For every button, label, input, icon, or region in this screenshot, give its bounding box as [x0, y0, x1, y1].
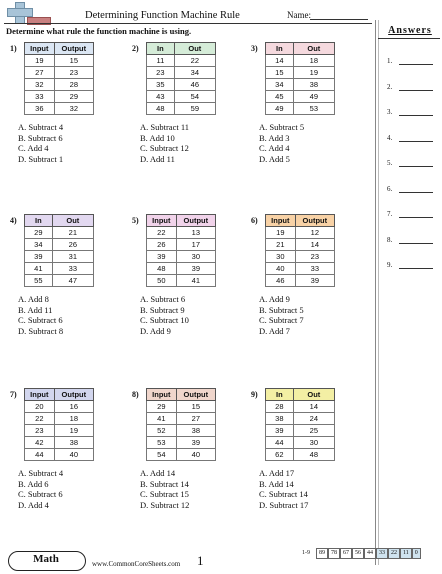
answer-number: 7.: [387, 210, 393, 218]
table-row: [147, 239, 216, 251]
choice-option: B. Subtract 9: [140, 304, 185, 315]
answer-number: 8.: [387, 235, 393, 244]
choice-list: [140, 468, 189, 510]
choice-option: D. Add 11: [140, 153, 175, 164]
choice-list: [140, 122, 189, 164]
input-cell: 49: [266, 103, 294, 115]
input-cell: 22: [147, 227, 177, 239]
input-cell: 21: [266, 239, 296, 251]
choice-option: A. Subtract 11: [140, 122, 190, 132]
choice-option: C. Add 4: [18, 143, 49, 153]
choice-option: C. Subtract 12: [140, 143, 189, 153]
table-row: [266, 239, 335, 251]
table-header: Input: [25, 43, 55, 55]
function-table: [24, 388, 94, 461]
table-header: Out: [52, 215, 93, 227]
output-cell: 23: [295, 251, 334, 263]
score-boxes: [316, 548, 421, 559]
output-cell: 17: [176, 239, 215, 251]
site-url: www.CommonCoreSheets.com: [92, 560, 181, 568]
output-cell: 25: [293, 425, 334, 437]
choice-option: A. Subtract 4: [18, 122, 64, 132]
input-cell: 54: [147, 449, 177, 461]
output-cell: 21: [52, 227, 93, 239]
problem-number: 4): [10, 216, 17, 225]
choice-option: B. Add 11: [18, 304, 53, 315]
page-number: 1: [197, 553, 204, 568]
score-box: 67: [340, 548, 352, 559]
answer-blank[interactable]: [399, 217, 433, 218]
choice-option: C. Subtract 10: [140, 315, 189, 325]
table-row: [25, 449, 94, 461]
table-row: [147, 227, 216, 239]
table-row: [266, 425, 335, 437]
output-cell: 13: [176, 227, 215, 239]
answer-blank[interactable]: [399, 166, 433, 167]
choice-option: D. Subtract 17: [259, 499, 309, 510]
table-row: [266, 67, 335, 79]
table-row: [266, 437, 335, 449]
choice-option: D. Add 5: [259, 153, 290, 164]
output-cell: 39: [176, 437, 215, 449]
problem-number: 8): [132, 390, 139, 399]
answer-blank[interactable]: [399, 243, 433, 244]
choice-option: A. Subtract 6: [140, 294, 186, 304]
choice-option: A. Add 17: [259, 468, 295, 478]
table-header: Out: [174, 43, 215, 55]
input-cell: 41: [147, 413, 177, 425]
choice-option: D. Add 4: [18, 499, 49, 510]
problem-number: 9): [251, 390, 258, 399]
output-cell: 59: [174, 103, 215, 115]
table-row: [266, 103, 335, 115]
input-cell: 43: [147, 91, 175, 103]
output-cell: 31: [52, 251, 93, 263]
choice-option: C. Add 4: [259, 143, 290, 153]
table-header: Input: [147, 215, 177, 227]
function-table: [24, 214, 94, 287]
output-cell: 38: [54, 437, 93, 449]
input-cell: 44: [266, 437, 294, 449]
logo: [5, 2, 43, 24]
input-cell: 23: [147, 67, 175, 79]
table-row: [25, 91, 94, 103]
output-cell: 30: [293, 437, 334, 449]
input-cell: 11: [147, 55, 175, 67]
input-cell: 52: [147, 425, 177, 437]
answers-divider: [378, 38, 440, 39]
input-cell: 27: [25, 67, 55, 79]
score-box: 89: [316, 548, 328, 559]
answer-line[interactable]: [387, 210, 437, 218]
table-row: [25, 275, 94, 287]
output-cell: 27: [176, 413, 215, 425]
input-cell: 34: [25, 239, 53, 251]
output-cell: 49: [293, 91, 334, 103]
table-header: In: [25, 215, 53, 227]
function-table: [265, 388, 335, 461]
input-cell: 34: [266, 79, 294, 91]
table-header: Output: [176, 215, 215, 227]
answer-blank[interactable]: [399, 64, 433, 65]
table-row: [266, 401, 335, 413]
table-row: [266, 275, 335, 287]
output-cell: 33: [295, 263, 334, 275]
choice-option: C. Subtract 7: [259, 315, 304, 325]
input-cell: 29: [147, 401, 177, 413]
choice-option: B. Subtract 14: [140, 478, 189, 489]
answers-heading: Answers: [388, 25, 432, 36]
choice-option: D. Add 7: [259, 325, 290, 336]
table-header: Output: [54, 389, 93, 401]
output-cell: 32: [54, 103, 93, 115]
input-cell: 22: [25, 413, 55, 425]
input-cell: 39: [266, 425, 294, 437]
input-cell: 15: [266, 67, 294, 79]
answer-blank[interactable]: [399, 141, 433, 142]
function-table: [265, 42, 335, 115]
table-row: [25, 251, 94, 263]
answer-blank[interactable]: [399, 115, 433, 116]
choice-option: A. Add 14: [140, 468, 176, 478]
output-cell: 29: [54, 91, 93, 103]
choice-option: C. Subtract 6: [18, 489, 63, 499]
output-cell: 26: [52, 239, 93, 251]
table-header: In: [266, 389, 294, 401]
score-box: 56: [352, 548, 364, 559]
name-label: Name:: [287, 10, 311, 20]
choice-list: [259, 122, 304, 164]
problem-number: 3): [251, 44, 258, 53]
table-header: Input: [266, 215, 296, 227]
choice-option: B. Add 3: [259, 132, 290, 143]
input-cell: 35: [147, 79, 175, 91]
answer-number: 6.: [387, 184, 393, 193]
choice-option: C. Subtract 15: [140, 489, 189, 499]
choice-list: [259, 294, 304, 336]
table-header: Output: [295, 215, 334, 227]
table-row: [25, 263, 94, 275]
table-row: [266, 55, 335, 67]
table-row: [25, 103, 94, 115]
output-cell: 15: [176, 401, 215, 413]
choice-option: B. Add 10: [140, 132, 175, 143]
answer-line[interactable]: [387, 185, 437, 193]
problem-number: 1): [10, 44, 17, 53]
input-cell: 26: [147, 239, 177, 251]
table-row: [25, 67, 94, 79]
choice-list: [18, 122, 63, 164]
answer-line[interactable]: [387, 236, 437, 244]
choice-option: D. Add 9: [140, 325, 171, 336]
output-cell: 39: [295, 275, 334, 287]
choice-option: B. Add 14: [259, 478, 294, 489]
input-cell: 33: [25, 91, 55, 103]
table-row: [266, 449, 335, 461]
output-cell: 28: [54, 79, 93, 91]
input-cell: 29: [25, 227, 53, 239]
table-row: [25, 401, 94, 413]
choice-list: [140, 294, 189, 336]
function-table: [146, 42, 216, 115]
table-header: Out: [293, 389, 334, 401]
output-cell: 22: [174, 55, 215, 67]
header-divider: [4, 23, 372, 24]
output-cell: 19: [293, 67, 334, 79]
choice-option: B. Add 6: [18, 478, 49, 489]
output-cell: 19: [54, 425, 93, 437]
table-row: [266, 227, 335, 239]
answer-line[interactable]: [387, 159, 437, 167]
choice-list: [18, 294, 63, 336]
answer-column-inner-border: [378, 20, 379, 565]
answer-number: 1.: [387, 57, 393, 65]
input-cell: 41: [25, 263, 53, 275]
table-row: [25, 55, 94, 67]
instructions: Determine what rule the function machine is using.: [6, 26, 192, 36]
input-cell: 23: [25, 425, 55, 437]
answer-blank[interactable]: [399, 268, 433, 269]
problem-number: 2): [132, 44, 139, 53]
output-cell: 53: [293, 103, 334, 115]
output-cell: 54: [174, 91, 215, 103]
input-cell: 42: [25, 437, 55, 449]
table-row: [25, 227, 94, 239]
output-cell: 15: [54, 55, 93, 67]
score-box: 11: [400, 548, 412, 559]
output-cell: 40: [176, 449, 215, 461]
problem-number: 6): [251, 216, 258, 225]
answer-blank[interactable]: [399, 90, 433, 91]
table-row: [147, 79, 216, 91]
output-cell: 24: [293, 413, 334, 425]
table-row: [147, 275, 216, 287]
output-cell: 12: [295, 227, 334, 239]
output-cell: 39: [176, 263, 215, 275]
score-box: 44: [364, 548, 376, 559]
table-row: [25, 239, 94, 251]
output-cell: 48: [293, 449, 334, 461]
answer-number: 9.: [387, 261, 393, 269]
output-cell: 46: [174, 79, 215, 91]
answer-line[interactable]: [387, 57, 437, 65]
table-row: [266, 413, 335, 425]
table-row: [147, 413, 216, 425]
output-cell: 34: [174, 67, 215, 79]
choice-option: D. Subtract 1: [18, 153, 64, 164]
input-cell: 39: [25, 251, 53, 263]
table-row: [266, 251, 335, 263]
table-row: [266, 79, 335, 91]
input-cell: 14: [266, 55, 294, 67]
table-row: [147, 251, 216, 263]
choice-option: B. Subtract 5: [259, 304, 304, 315]
table-row: [25, 425, 94, 437]
choice-option: A. Subtract 4: [18, 468, 64, 478]
table-row: [147, 401, 216, 413]
output-cell: 23: [54, 67, 93, 79]
choice-option: A. Add 9: [259, 294, 290, 304]
function-table: [146, 388, 216, 461]
table-row: [266, 263, 335, 275]
output-cell: 40: [54, 449, 93, 461]
output-cell: 14: [293, 401, 334, 413]
input-cell: 36: [25, 103, 55, 115]
input-cell: 45: [266, 91, 294, 103]
score-box: 78: [328, 548, 340, 559]
choice-list: [18, 468, 63, 510]
output-cell: 38: [176, 425, 215, 437]
table-row: [147, 425, 216, 437]
output-cell: 18: [54, 413, 93, 425]
answer-number: 3.: [387, 108, 393, 116]
answer-column-border: [375, 20, 376, 565]
page-title: Determining Function Machine Rule: [85, 10, 240, 21]
table-row: [147, 103, 216, 115]
output-cell: 41: [176, 275, 215, 287]
choice-list: [259, 468, 308, 510]
input-cell: 28: [266, 401, 294, 413]
input-cell: 39: [147, 251, 177, 263]
answer-number: 4.: [387, 133, 393, 142]
input-cell: 44: [25, 449, 55, 461]
table-header: Output: [54, 43, 93, 55]
output-cell: 33: [52, 263, 93, 275]
problem-number: 5): [132, 216, 139, 225]
choice-option: B. Subtract 6: [18, 132, 63, 143]
score-box: 22: [388, 548, 400, 559]
output-cell: 16: [54, 401, 93, 413]
input-cell: 19: [25, 55, 55, 67]
table-row: [147, 67, 216, 79]
table-row: [25, 79, 94, 91]
answer-line[interactable]: [387, 108, 437, 116]
output-cell: 38: [293, 79, 334, 91]
input-cell: 50: [147, 275, 177, 287]
score-box: 0: [412, 548, 421, 559]
answer-line[interactable]: [387, 83, 437, 91]
input-cell: 48: [147, 263, 177, 275]
choice-option: A. Subtract 5: [259, 122, 305, 132]
table-row: [266, 91, 335, 103]
input-cell: 38: [266, 413, 294, 425]
table-header: Input: [25, 389, 55, 401]
table-row: [147, 437, 216, 449]
table-row: [147, 55, 216, 67]
input-cell: 62: [266, 449, 294, 461]
function-table: [24, 42, 94, 115]
input-cell: 19: [266, 227, 296, 239]
input-cell: 53: [147, 437, 177, 449]
function-table: [146, 214, 216, 287]
math-label: Math: [33, 553, 59, 565]
input-cell: 46: [266, 275, 296, 287]
input-cell: 40: [266, 263, 296, 275]
choice-option: C. Subtract 6: [18, 315, 63, 325]
table-header: Input: [147, 389, 177, 401]
table-row: [147, 91, 216, 103]
table-header: In: [266, 43, 294, 55]
table-header: Output: [176, 389, 215, 401]
output-cell: 18: [293, 55, 334, 67]
output-cell: 14: [295, 239, 334, 251]
table-row: [147, 263, 216, 275]
input-cell: 48: [147, 103, 175, 115]
choice-option: C. Subtract 14: [259, 489, 308, 499]
choice-option: D. Subtract 12: [140, 499, 190, 510]
score-box: 33: [376, 548, 388, 559]
name-field[interactable]: [310, 19, 368, 20]
table-header: Out: [293, 43, 334, 55]
function-table: [265, 214, 335, 287]
table-row: [147, 449, 216, 461]
table-header: In: [147, 43, 175, 55]
input-cell: 20: [25, 401, 55, 413]
table-row: [25, 437, 94, 449]
score-range: 1-9: [302, 550, 310, 556]
table-row: [25, 413, 94, 425]
input-cell: 30: [266, 251, 296, 263]
input-cell: 55: [25, 275, 53, 287]
choice-option: A. Add 8: [18, 294, 49, 304]
answer-blank[interactable]: [399, 192, 433, 193]
input-cell: 32: [25, 79, 55, 91]
answer-line[interactable]: [387, 261, 437, 269]
choice-option: D. Subtract 8: [18, 325, 64, 336]
answer-line[interactable]: [387, 134, 437, 142]
output-cell: 47: [52, 275, 93, 287]
problem-number: 7): [10, 390, 17, 399]
output-cell: 30: [176, 251, 215, 263]
answer-number: 2.: [387, 82, 393, 91]
answer-number: 5.: [387, 159, 393, 167]
